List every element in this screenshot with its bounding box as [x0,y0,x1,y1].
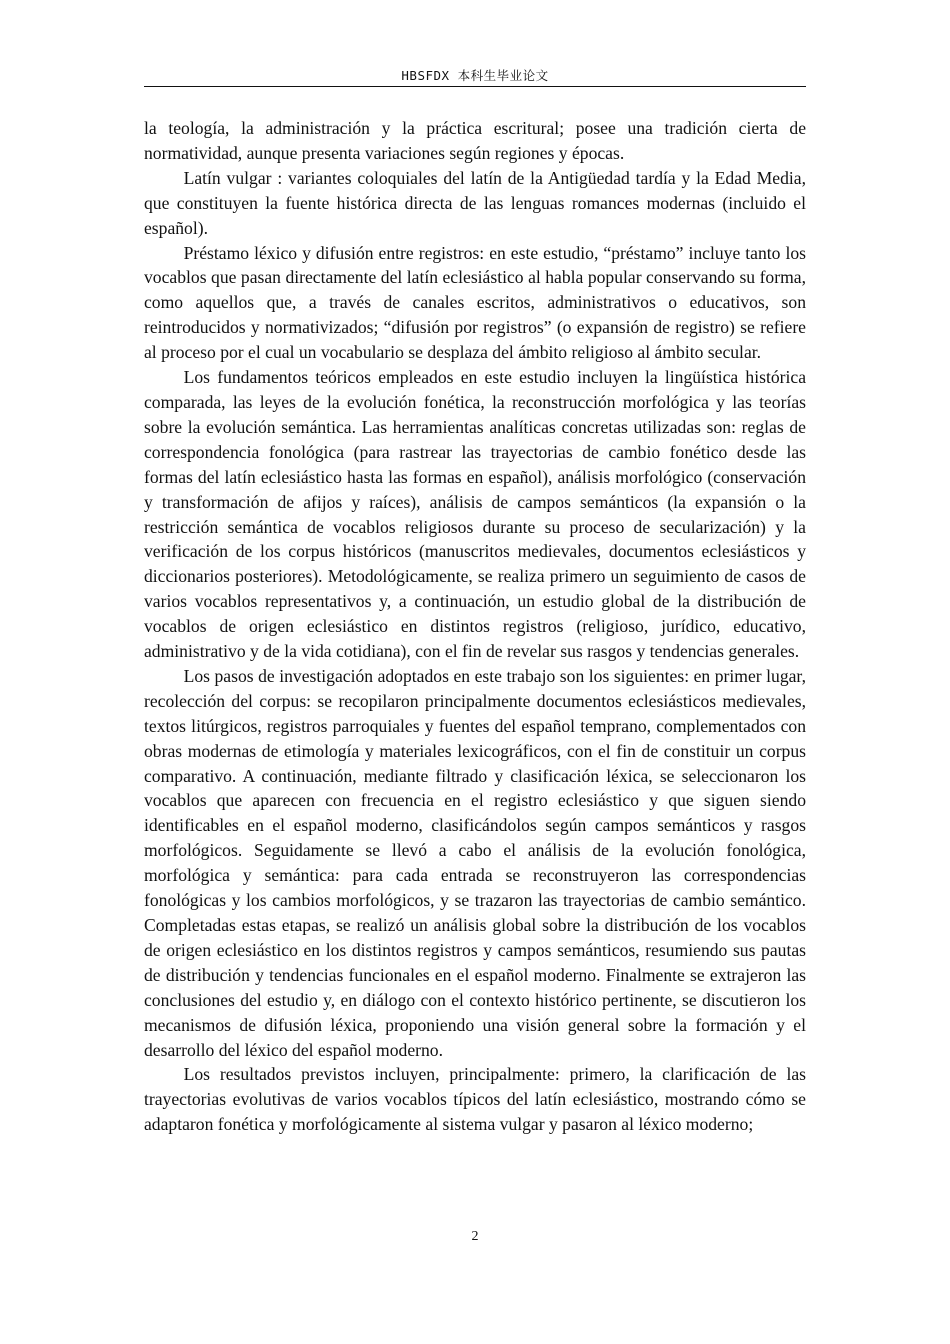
paragraph: la teología, la administración y la práctica escritural; posee una tradición cierta de normatividad, aunque presenta variaciones según regiones y épocas. [144,118,806,163]
running-header: HBSFDX 本科生毕业论文 [401,68,549,83]
paragraph: Los resultados previstos incluyen, principalmente: primero, la clarificación de las trayectorias evolutivas de varios vocablos típicos del latín eclesiástico, mostrando cómo se adaptaron fonética y morfológicamente al sistema vulgar y pasaron al léxico moderno; [144,1064,806,1135]
page-number: 2 [471,1229,479,1244]
paragraph: Préstamo léxico y difusión entre registros: en este estudio, “préstamo” incluye tanto los vocablos que pasan directamente del latín eclesiástico al habla popular conservando su forma, como aquellos que, a través de canales escritos, administrativos o educativos, son reintroducidos y normativizados; “difusión por registros” (o expansión de registro) se refiere al proceso por el cual un vocabulario se desplaza del ámbito religioso al ámbito secular. [144,242,806,363]
paragraph: Latín vulgar : variantes coloquiales del latín de la Antigüedad tardía y la Edad Media, que constituyen la fuente histórica directa de las lenguas romances modernas (incluido el español). [144,167,806,238]
paragraph: Los fundamentos teóricos empleados en este estudio incluyen la lingüística histórica comparada, las leyes de la evolución fonética, la reconstrucción morfológica y las teorías sobre la evolución semántica. Las herramientas analíticas concretas utilizadas son: reglas de correspondencia fonológica (para rastrear las trayectorias de cambio fonético desde las formas del latín eclesiástico hasta las formas en español), análisis morfológico (conservación y transformación de afijos y raíces), análisis de campos semánticos (la expansión o la restricción semántica de vocablos religiosos durante su proceso de secularización) y la verificación de los corpus históricos (manuscritos medievales, documentos eclesiásticos y diccionarios posteriores). Metodológicamente, se realiza primero un seguimiento de casos de varios vocablos representativos y, a continuación, un estudio global de la distribución de vocablos de origen eclesiástico en distintos registros (religioso, jurídico, educativo, administrativo y de la vida cotidiana), con el fin de revelar sus rasgos y tendencias generales. [144,367,806,662]
header-rule [144,86,806,87]
body-text [144,116,806,1137]
paragraph: Los pasos de investigación adoptados en este trabajo son los siguientes: en primer lugar, recolección del corpus: se recopilaron principalmente documentos eclesiásticos medievales, textos litúrgicos, registros parroquiales y fuentes del español temprano, complementados con obras modernas de etimología y materiales lexicográficos, con el fin de constituir un corpus comparativo. A continuación, mediante filtrado y clasificación léxica, se seleccionaron los vocablos que aparecen con frecuencia en el registro eclesiástico y que siguen siendo identificables en el español moderno, clasificándolos según campos semánticos y rasgos morfológicos. Seguidamente se llevó a cabo el análisis de la evolución fonológica, morfológica y semántica: para cada entrada se reconstruyeron las correspondencias fonológicas y los cambios morfológicos, y se trazaron las trayectorias de cambio semántico. Completadas estas etapas, se realizó un análisis global sobre la distribución de los vocablos de origen eclesiástico en los distintos registros y campos semánticos, resumiendo sus pautas de distribución y tendencias funcionales en el español moderno. Finalmente se extrajeron las conclusiones del estudio y, en diálogo con el contexto histórico pertinente, se discutieron los mecanismos de difusión léxica, proponiendo una visión general sobre la formación y el desarrollo del léxico del español moderno. [144,665,806,1060]
